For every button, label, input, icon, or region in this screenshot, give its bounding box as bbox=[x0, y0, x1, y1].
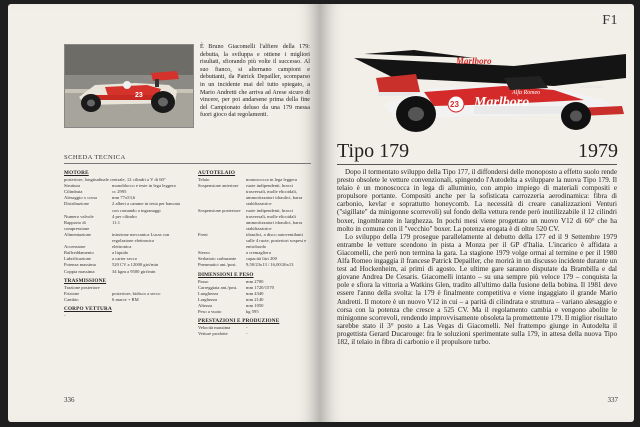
spec-label: Sospensione anteriore bbox=[198, 183, 239, 189]
spec-section-title: PRESTAZIONI E PRODUZIONE bbox=[198, 318, 280, 325]
spec-label: Alesaggio x corsa bbox=[64, 195, 97, 201]
spec-row bbox=[198, 262, 312, 268]
spec-value: capacità litri 200 bbox=[246, 256, 277, 262]
spec-label: Larghezza bbox=[198, 296, 218, 302]
spec-row bbox=[64, 232, 184, 244]
right-page-number: 337 bbox=[607, 396, 618, 404]
spec-value: monoblocco e teste in lega leggera bbox=[112, 183, 176, 189]
spec-label: posteriore, longitudinale centrale, 12 cilindri a V di 60° bbox=[64, 177, 166, 183]
spec-label: Freni bbox=[198, 231, 208, 237]
article-body bbox=[337, 168, 617, 346]
spec-value: mm 1050 bbox=[246, 302, 264, 308]
spec-label: Frizione bbox=[64, 290, 80, 296]
spec-label: Numero valvole bbox=[64, 213, 94, 219]
section-label: F1 bbox=[602, 13, 618, 28]
spec-section-title: TRASMISSIONE bbox=[64, 277, 107, 284]
spec-label: Struttura bbox=[64, 183, 81, 189]
article-title: Tipo 179 bbox=[337, 140, 410, 162]
spec-value: monoscocca in lega leggera bbox=[246, 177, 297, 183]
scheda-tecnica-title: SCHEDA TECNICA bbox=[64, 154, 126, 161]
spec-label: - bbox=[64, 313, 66, 319]
spec-label: Velocità massima bbox=[198, 325, 231, 331]
spec-value: a cremagliera bbox=[246, 250, 271, 256]
spec-value: mm 1720/1570 bbox=[246, 284, 274, 290]
spec-row bbox=[198, 183, 312, 207]
spec-row bbox=[198, 208, 312, 232]
spec-row bbox=[198, 232, 312, 250]
spec-label: Sterzo bbox=[198, 250, 210, 256]
spec-label: Rapporto di compressione bbox=[64, 219, 90, 231]
body-paragraph-2: Lo sviluppo della 179 prosegue parallelamente al debutto della 177 ed il 9 Settembre 1979 entrambe le vetture scendono in pista a Monza per il GP d'Italia. L'incarico è affidata a Giacomelli, che però non termina la gara. La stagione 1979 volge ormai al termine e per il 1980 Alfa Romeo ingaggia il francese Patrick Depailler, che morirà in un discusso incidente durante un test ad Hockenheim, ai primi di agosto. Le ultime gare saranno disputate da Brambilla e dal giovane Andrea De Cesaris. Giacomelli intanto – su una sempre più veloce 179 – conquista la pole e sfiora la vittoria a Watkins Glen, tradito all'ultimo dalla fusione della bobina. Il 1981 deve essere l'anno della svolta: la 179 è finalmente competitiva e viene ingaggiato il grande Mario Andretti. Il motore è un nuovo V12 in cui – a parità di cilindrata e struttura – variano alesaggio e corsa con la potenza che cresce a 525 CV. Ma il regolamento cambia e vengono abolite le minigonne scorrevoli, rendendo improvvisamente obsoleta la prometttente 179. Il miglior risultato sarebbe stato il 3° posto a Las Vegas di Giacomelli. Nel frattempo giunge in Autodelta il progettista Gerard Ducarouge: fra le soluzioni sperimentate sulla 179, in attesa della nuova Tipo 182, il telaio in fibra di carbonio e il propulsore turbo. bbox=[337, 232, 617, 346]
article-year: 1979 bbox=[578, 140, 618, 162]
spec-section-title: CORPO VETTURA bbox=[64, 305, 112, 312]
spec-value: 2 alberi a camme in testa per bancata con comando a ingranaggi bbox=[112, 201, 180, 213]
photo-car-number: 23 bbox=[135, 92, 143, 99]
spec-label: Cilindrata bbox=[64, 189, 83, 195]
spec-column-b bbox=[198, 167, 312, 337]
spec-row bbox=[64, 220, 184, 232]
spec-label: Raffreddamento bbox=[64, 250, 94, 256]
spec-label: Accensione bbox=[64, 244, 86, 250]
intro-text: È Bruno Giacomelli l'alfiere della 179: debutta, la sviluppa e ottiene i migliori risultati, sfiorando più volte il successo. Al suo fianco, si alternano campioni e debuttanti, da Patrick Depailler, scomparso in un incidente mai del tutto spiegato, a Mario Andretti che arriva ad Arese sicuro di vincere, per poi andarsene prima della fine del Campionato deluso da una 179 messa fuori gioco dai regolamenti. bbox=[200, 44, 310, 119]
car-illustration bbox=[354, 48, 626, 136]
spec-value: elettronica bbox=[112, 244, 132, 250]
spec-label: Altezza bbox=[198, 302, 213, 308]
spec-label: Lunghezza bbox=[198, 290, 219, 296]
spec-value: 11:1 bbox=[112, 219, 120, 225]
spec-label: Serbatoio carburante bbox=[198, 256, 237, 262]
spec-row bbox=[64, 269, 184, 275]
spec-value: mm 2140 bbox=[246, 296, 264, 302]
right-page bbox=[320, 4, 634, 422]
spec-value: 6 marce + RM bbox=[112, 296, 139, 302]
sponsor-top: Marlboro bbox=[456, 56, 492, 66]
spec-row bbox=[198, 309, 312, 315]
spec-value: - bbox=[246, 325, 248, 331]
spec-label: Vetture prodotte bbox=[198, 331, 228, 337]
race-photo-image bbox=[65, 45, 193, 127]
spec-value: cc 2995 bbox=[112, 189, 127, 195]
spec-value: - bbox=[246, 331, 248, 337]
spec-value: 4 per cilindro bbox=[112, 213, 137, 219]
spec-label: Peso a vuoto bbox=[198, 309, 222, 315]
spec-value: mm 77x53,6 bbox=[112, 195, 136, 201]
body-paragraph-1: Dopo il tormentato sviluppo della Tipo 177, il diffondersi delle monoposto a effetto suolo rende presto obsolete le vetture convenzionali, spingendo l'Autodelta a sviluppare la nuova Tipo 179. Il telaio è un monoscocca in lega di alluminio, con ampio impiego di materiali compositi e propulsore portante. Compositi anche per la sofisticata carrozzeria aerodinamica: fibra di carbonio, kevlar e soprattutto honeycomb. La necessità di creare canalizzazioni Venturi ("sigillate" da minigonne scorrevoli) sul fondo della vettura rende però inutilizzabile il 12 cilindri boxer, ingombrante in larghezza. In pochi mesi viene progettato un nuovo V12 di 60° che ha molto in comune con il "vecchio" boxer. La potenza erogata è di oltre 520 CV. bbox=[337, 168, 617, 233]
spec-row bbox=[64, 313, 184, 319]
left-page bbox=[8, 4, 320, 422]
spec-label: Distribuzione bbox=[64, 201, 90, 207]
spec-value: ruote indipendenti, bracci trasversali, molle elicoidali, ammortizzatori idraulici, barra stabilizzatrice bbox=[246, 183, 303, 207]
title-divider bbox=[337, 164, 617, 165]
spec-label: Telaio bbox=[198, 177, 210, 183]
spec-row bbox=[64, 201, 184, 213]
spec-value: ruote indipendenti, bracci trasversali, molle elicoidali ammortizzatori idraulici, barra stabilizzatrice bbox=[246, 207, 303, 231]
spec-value: mm 4340 bbox=[246, 290, 264, 296]
spec-label: Cambio bbox=[64, 296, 79, 302]
spec-column-a bbox=[64, 167, 184, 319]
spec-row bbox=[198, 331, 312, 337]
spec-label: Passo bbox=[198, 278, 209, 284]
spec-section-title: AUTOTELAIO bbox=[198, 170, 236, 176]
tyre-brand: GOODYEAR bbox=[580, 84, 604, 89]
spec-label: Alimentazione bbox=[64, 231, 92, 237]
spec-label: Trazione posteriore bbox=[64, 284, 100, 290]
spec-label: Sospensione posteriore bbox=[198, 207, 241, 213]
spec-section-title: DIMENSIONI E PESO bbox=[198, 271, 254, 278]
spec-value: a carter secco bbox=[112, 256, 137, 262]
spec-label: Pneumatici ant./post. bbox=[198, 262, 237, 268]
car-number: 23 bbox=[450, 100, 459, 109]
tech-divider bbox=[64, 163, 311, 164]
spec-label: Potenza massima bbox=[64, 262, 96, 268]
spec-value: iniezione meccanica Lucas con regolazione elettronica bbox=[112, 231, 170, 244]
spec-section-title: MOTORE bbox=[64, 170, 89, 176]
spec-label: Coppia massima bbox=[64, 268, 95, 274]
spec-value: kg 595 bbox=[246, 309, 259, 315]
spec-value: posteriore, bidisco a secco bbox=[112, 290, 161, 296]
spec-value: 9,50/23x13 / 16,00/26x13 bbox=[246, 262, 294, 268]
spec-row bbox=[64, 297, 184, 303]
spec-value: idraulici, a disco autoventilanti sulle 4 ruote, posteriori sospesi e entrobordo bbox=[246, 231, 307, 250]
spec-value: mm 2700 bbox=[246, 278, 264, 284]
left-page-number: 336 bbox=[64, 396, 75, 404]
spec-value: a liquido bbox=[112, 250, 129, 256]
spec-value: 34 kgm a 9500 giri/min bbox=[112, 268, 156, 274]
sponsor-main: Marlboro bbox=[474, 95, 530, 110]
spec-value: 520 CV a 12000 giri/min bbox=[112, 262, 159, 268]
race-photo bbox=[64, 44, 194, 128]
spec-label: Carreggiata ant./post. bbox=[198, 284, 238, 290]
sponsor-secondary: Alfa Romeo bbox=[512, 90, 541, 96]
spec-label: Lubrificazione bbox=[64, 256, 92, 262]
